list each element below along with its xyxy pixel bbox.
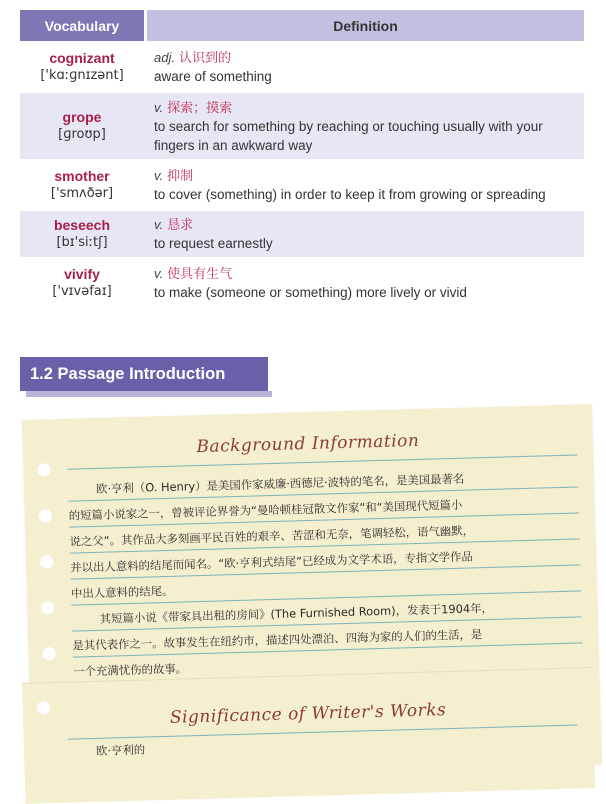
vocab-phonetic: [bɪ'siːtʃ] <box>56 235 108 250</box>
handwritten-line: 的短篇小说家之一，曾被评论界誉为“曼哈顿桂冠散文作家”和“美国现代短篇小 <box>68 497 463 523</box>
vocab-phonetic: ['kɑːɡnɪzənt] <box>40 68 124 83</box>
handwritten-line: 并以出人意料的结尾而闻名。“欧·亨利式结尾”已经成为文学术语，专指文学作品 <box>70 549 474 575</box>
table-row <box>20 162 584 208</box>
part-of-speech: v. <box>154 266 164 281</box>
part-of-speech: v. <box>154 99 164 115</box>
binder-hole <box>39 509 52 522</box>
vocab-phonetic: [ɡroʊp] <box>58 127 106 142</box>
binder-hole <box>37 463 50 476</box>
english-definition: to search for something by reaching or touching usually with your <box>154 118 543 134</box>
table-row <box>20 260 584 306</box>
table-row <box>20 93 584 159</box>
binder-hole <box>40 555 53 568</box>
table-header <box>20 10 584 41</box>
vocab-phonetic: ['vɪvəfaɪ] <box>52 284 112 299</box>
header-definition: Definition <box>147 10 584 41</box>
english-definition: aware of something <box>154 69 272 84</box>
part-of-speech: v. <box>154 168 164 183</box>
chinese-meaning: 使具有生气 <box>167 266 233 281</box>
section-heading: 1.2 Passage Introduction <box>20 357 268 391</box>
notebook-title: Background Information <box>196 430 420 458</box>
chinese-meaning: 认识到的 <box>178 50 231 65</box>
english-definition: to cover (something) in order to keep it from growing or spreading <box>154 187 546 202</box>
english-definition: to request earnestly <box>154 236 273 251</box>
binder-hole <box>41 601 54 614</box>
table-row <box>20 211 584 257</box>
vocab-word: smother <box>54 168 110 184</box>
notebook-title-2: Significance of Writer's Works <box>169 700 447 728</box>
binder-hole <box>42 647 55 660</box>
handwritten-line: 欧·亨利（O. Henry）是美国作家威廉·西德尼·波特的笔名，是美国最著名 <box>95 471 465 496</box>
handwritten-line: 说之父”。其作品大多刻画平民百姓的艰辛、苦涩和无奈，笔调轻松，语气幽默， <box>69 523 475 549</box>
chinese-meaning: 探索；摸索 <box>167 99 233 115</box>
handwritten-line: 欧·亨利的 <box>95 742 146 758</box>
notebook-paper-second <box>22 667 595 804</box>
english-definition: to make (someone or something) more lively or vivid <box>154 285 467 300</box>
part-of-speech: adj. <box>154 50 175 65</box>
handwritten-line: 中出人意料的结尾。 <box>70 583 174 601</box>
vocab-word: cognizant <box>49 50 115 66</box>
table-row <box>20 44 584 90</box>
handwritten-line: 其短篇小说《带家具出租的房间》(The Furnished Room)，发表于1904年， <box>99 600 494 626</box>
section-heading-shadow <box>26 391 272 397</box>
vocab-word: vivify <box>64 266 100 282</box>
english-definition-cont: fingers in an awkward way <box>154 137 313 153</box>
vocab-word: beseech <box>53 217 111 233</box>
chinese-meaning: 抑制 <box>167 168 194 183</box>
handwritten-line: 一个充满忧伤的故事。 <box>72 661 188 679</box>
chinese-meaning: 恳求 <box>167 217 194 232</box>
part-of-speech: v. <box>154 217 164 232</box>
vocabulary-table <box>20 10 584 306</box>
header-vocabulary: Vocabulary <box>20 10 144 41</box>
handwritten-line: 是其代表作之一。故事发生在纽约市，描述四处漂泊、四海为家的人们的生活，是 <box>72 627 483 653</box>
vocab-phonetic: ['smʌðər] <box>50 186 114 201</box>
vocab-word: grope <box>62 109 102 125</box>
